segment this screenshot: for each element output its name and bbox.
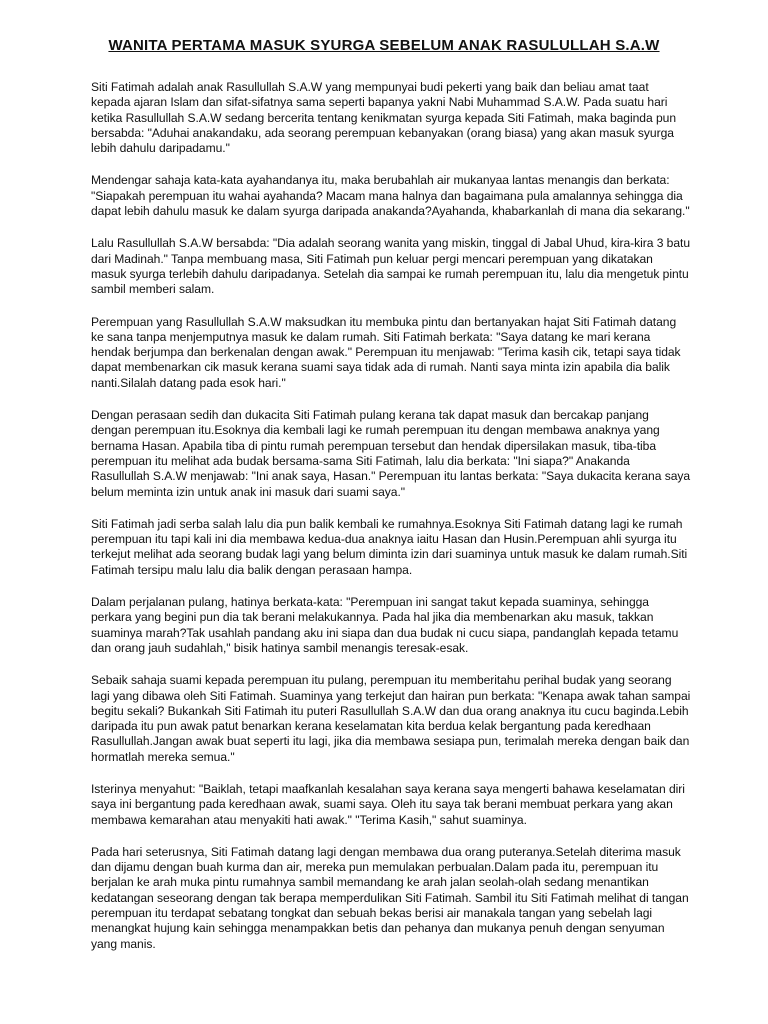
document-body: [91, 80, 691, 969]
document-title: WANITA PERTAMA MASUK SYURGA SEBELUM ANAK RASULULLAH S.A.W: [108, 37, 660, 54]
paragraph: Siti Fatimah adalah anak Rasullullah S.A.W yang mempunyai budi pekerti yang baik dan beliau amat taat kepada ajaran Islam dan sifat-sifatnya sama seperti bapanya yakni Nabi Muhammad S.A.W. Pada suatu hari ketika Rasullullah S.A.W sedang bercerita tentang kenikmatan syurga kepada Siti Fatimah, maka baginda pun bersabda: "Aduhai anakandaku, ada seorang perempuan kebanyakan (orang biasa) yang akan masuk syurga lebih dahulu daripadamu.": [91, 80, 676, 156]
paragraph: Sebaik sahaja suami kepada perempuan itu pulang, perempuan itu memberitahu perihal budak yang seorang lagi yang dibawa oleh Siti Fatimah. Suaminya yang terkejut dan hairan pun berkata: "Kenapa awak tahan sampai begitu sekali? Bukankah Siti Fatimah itu puteri Rasullullah S.A.W dan dua orang anaknya itu cucu baginda.Lebih daripada itu pun awak patut benarkan kerana keselamatan kita berdua kelak bergantung pada keredhaan Rasullullah.Jangan awak buat seperti itu lagi, jika dia membawa sesiapa pun, terimalah mereka dengan baik dan hormatlah mereka semua.": [91, 673, 691, 764]
paragraph: Lalu Rasullullah S.A.W bersabda: "Dia adalah seorang wanita yang miskin, tinggal di Jabal Uhud, kira-kira 3 batu dari Madinah." Tanpa membuang masa, Siti Fatimah pun keluar pergi mencari perempuan yang dikatakan masuk syurga terlebih dahulu daripadanya. Setelah dia sampai ke rumah perempuan itu, lalu dia mengetuk pintu sambil memberi salam.: [91, 236, 691, 297]
paragraph: Pada hari seterusnya, Siti Fatimah datang lagi dengan membawa dua orang puteranya.Setelah diterima masuk dan dijamu dengan buah kurma dan air, mereka pun memulakan perbualan.Dalam pada itu, perempuan itu berjalan ke arah muka pintu rumahnya sambil memandang ke arah jalan seolah-olah sedang menantikan kedatangan seseorang dengan tak berapa memperdulikan Siti Fatimah. Sambil itu Siti Fatimah melihat di tangan perempuan itu terdapat sebatang tongkat dan sebuah bekas berisi air manakala tangan yang sebelah lagi menangkat hujung kain sehingga menampakkan betis dan pehanya dan mukanya penuh dengan senyuman yang manis.: [91, 844, 689, 951]
paragraph: Mendengar sahaja kata-kata ayahandanya itu, maka berubahlah air mukanyaa lantas menangis dan berkata: "Siapakah perempuan itu wahai ayahanda? Macam mana halnya dan bagaimana pula amalannya sehingga dia dapat lebih dahulu masuk ke dalam syurga daripada anakanda?Ayahanda, khabarkanlah di mana dia sekarang.": [91, 173, 690, 219]
paragraph: Siti Fatimah jadi serba salah lalu dia pun balik kembali ke rumahnya.Esoknya Siti Fatimah datang lagi ke rumah perempuan itu tapi kali ini dia membawa kedua-dua anaknya iaitu Hasan dan Husin.Perempuan ahli syurga itu terkejut melihat ada seorang budak lagi yang belum diminta izin dari suaminya untuk masuk ke dalam rumah.Siti Fatimah tersipu malu lalu dia balik dengan perasaan hampa.: [91, 516, 688, 577]
paragraph: Perempuan yang Rasullullah S.A.W maksudkan itu membuka pintu dan bertanyakan hajat Siti Fatimah datang ke sana tanpa menjemputnya masuk ke dalam rumah. Siti Fatimah berkata: "Saya datang ke mari kerana hendak berjumpa dan berkenalan dengan awak." Perempuan itu menjawab: "Terima kasih cik, tetapi saya tidak dapat membenarkan cik masuk kerana suami saya tidak ada di rumah. Nanti saya minta izin apabila dia balik nanti.Silalah datang pada esok hari.": [91, 314, 681, 390]
paragraph: Dalam perjalanan pulang, hatinya berkata-kata: "Perempuan ini sangat takut kepada suaminya, sehingga perkara yang begini pun dia tak berani melakukannya. Pada hal jika dia membenarkan aku masuk, takkan suaminya marah?Tak usahlah pandang aku ini siapa dan dua budak ni cucu siapa, pandanglah kepada tetamu dan orang jauh sudahlah," bisik hatinya sambil menangis teresak-esak.: [91, 595, 679, 655]
paragraph: Dengan perasaan sedih dan dukacita Siti Fatimah pulang kerana tak dapat masuk dan bercakap panjang dengan perempuan itu.Esoknya dia kembali lagi ke rumah perempuan itu dengan membawa anaknya yang bernama Hasan. Apabila tiba di pintu rumah perempuan tersebut dan hendak dipersilakan masuk, tiba-tiba perempuan itu melihat ada budak bersama-sama Siti Fatimah, lalu dia berkata: "Ini siapa?" Anakanda Rasullullah S.A.W menjawab: "Ini anak saya, Hasan." Perempuan itu lantas berkata: "Saya dukacita kerana saya belum meminta izin untuk anak ini masuk dari suami saya.": [91, 408, 691, 499]
paragraph: Isterinya menyahut: "Baiklah, tetapi maafkanlah kesalahan saya kerana saya mengerti bahawa keselamatan diri saya ini bergantung pada keredhaan awak, suami saya. Oleh itu saya tak berani membuat perkara yang akan membawa kemarahan atau menyakiti hati awak." "Terima Kasih," sahut suaminya.: [91, 781, 685, 827]
